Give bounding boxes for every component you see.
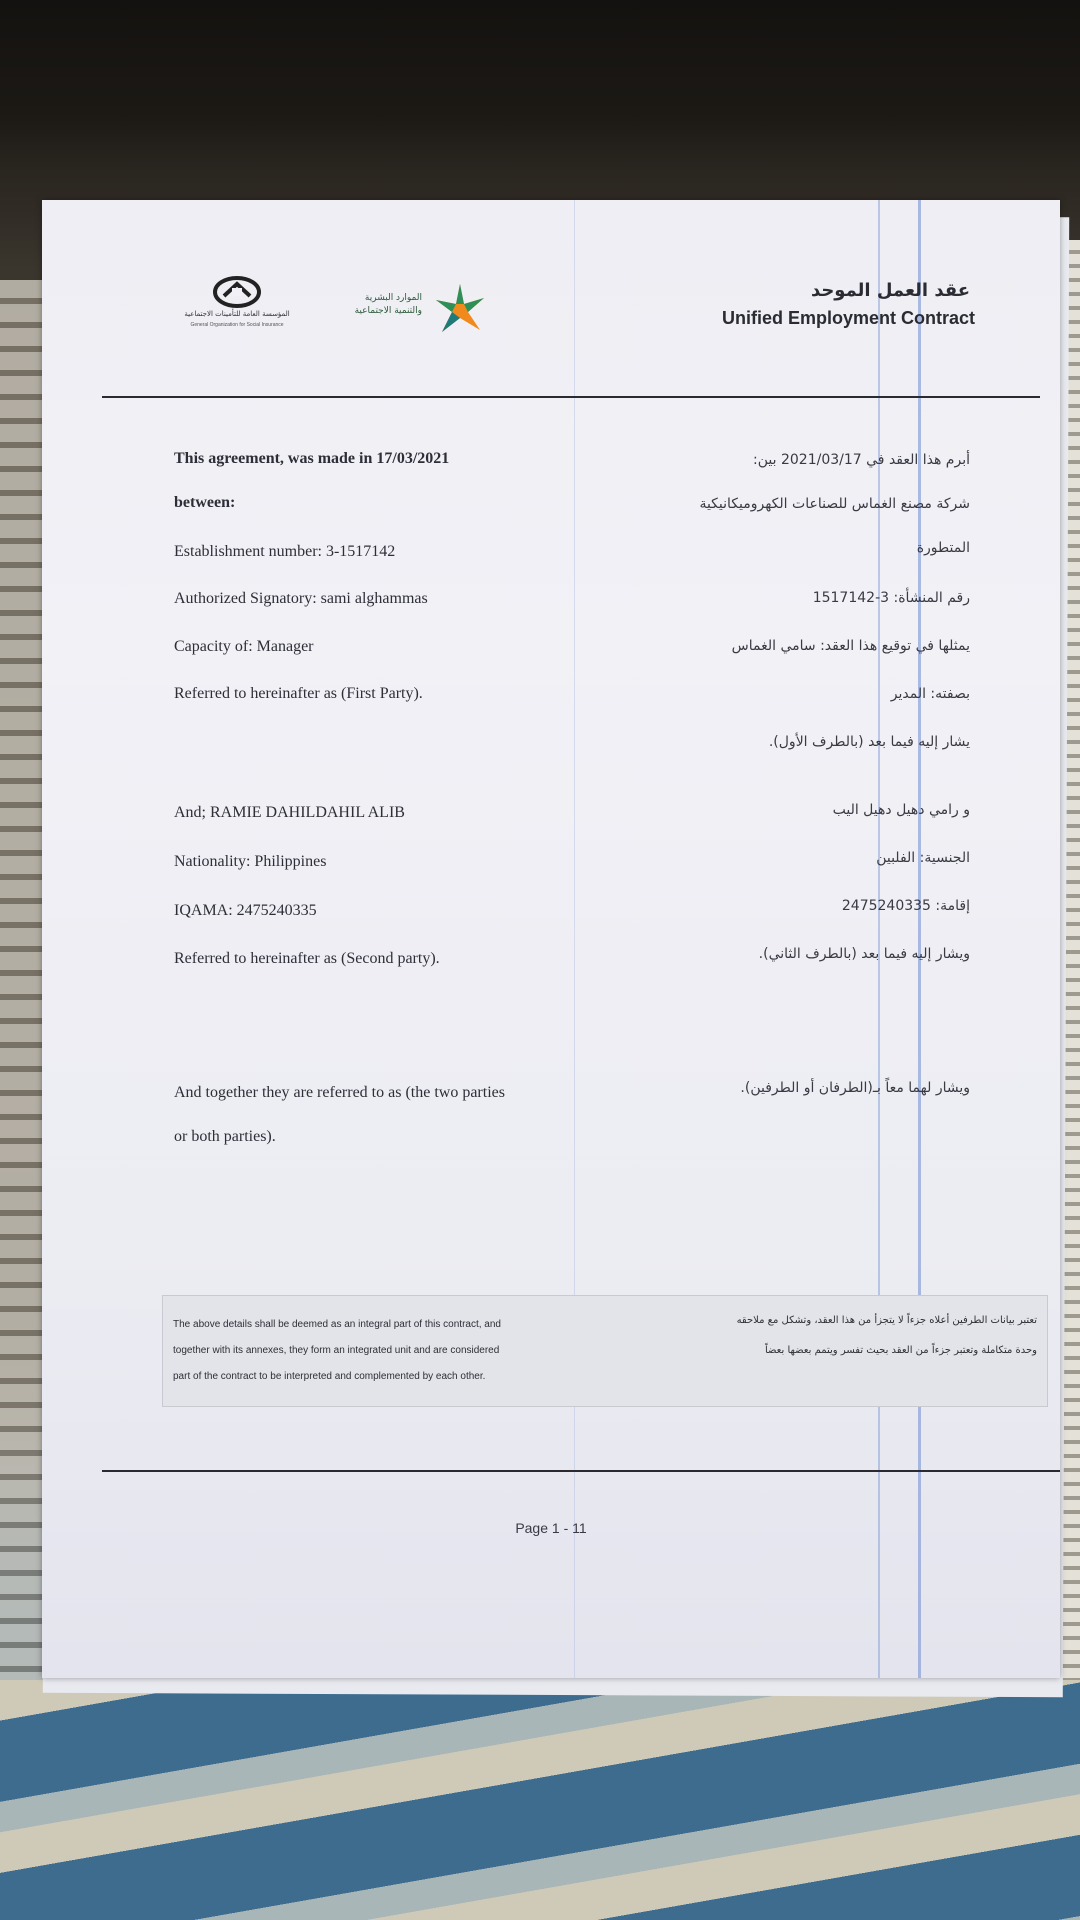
authorized-signatory-en: Authorized Signatory: sami alghammas bbox=[174, 590, 428, 607]
nationality-en: Nationality: Philippines bbox=[174, 853, 327, 870]
fold-line bbox=[878, 200, 880, 1678]
notice-ar-line2: وحدة متكاملة وتعتبر جزءاً من العقد بحيث تفسر ويتمم بعضها بعضاً bbox=[764, 1345, 1037, 1356]
second-party-name-en: And; RAMIE DAHILDAHIL ALIB bbox=[174, 804, 405, 821]
both-parties-en-line2: or both parties). bbox=[174, 1128, 276, 1145]
notice-en-line2: together with its annexes, they form an integrated unit and are considered bbox=[173, 1345, 500, 1356]
company-name-ar-line2: المتطورة bbox=[916, 540, 970, 556]
second-party-ref-en: Referred to hereinafter as (Second party). bbox=[174, 950, 440, 967]
background-cloth-bottom bbox=[0, 1680, 1080, 1920]
capacity-ar: بصفته: المدير bbox=[890, 686, 970, 702]
second-party-ref-ar: ويشار إليه فيما بعد (بالطرف الثاني). bbox=[758, 946, 970, 962]
notice-text-ar bbox=[597, 1306, 1037, 1366]
contract-page bbox=[42, 200, 1060, 1678]
both-parties-en-line1: And together they are referred to as (the two parties bbox=[174, 1084, 505, 1101]
between-label-en: between: bbox=[174, 494, 236, 511]
nationality-ar: الجنسية: الفلبين bbox=[876, 850, 970, 866]
agreement-date-en: This agreement, was made in 17/03/2021 bbox=[174, 450, 450, 467]
fold-line bbox=[918, 200, 921, 1678]
authorized-signatory-ar: يمثلها في توقيع هذا العقد: سامي الغماس bbox=[731, 638, 970, 654]
both-parties-ar: ويشار لهما معاً بـ(الطرفان أو الطرفين). bbox=[740, 1080, 970, 1096]
capacity-en: Capacity of: Manager bbox=[174, 638, 314, 655]
gosi-logo bbox=[152, 270, 322, 350]
page-header bbox=[42, 200, 1060, 395]
company-name-ar-line1: شركة مصنع الغماس للصناعات الكهروميكانيكية bbox=[699, 496, 970, 512]
hrsd-logo-text-line1: الموارد البشرية bbox=[364, 293, 422, 303]
fold-line bbox=[574, 200, 575, 1678]
footer-divider bbox=[102, 1470, 1060, 1472]
page-number: Page 1 - 11 bbox=[515, 1520, 587, 1536]
establishment-number-ar: رقم المنشأة: 3-1517142 bbox=[812, 590, 970, 606]
star-emblem-icon bbox=[430, 280, 490, 340]
notice-en-line1: The above details shall be deemed as an integral part of this contract, and bbox=[173, 1319, 501, 1330]
contract-title-ar: عقد العمل الموحد bbox=[810, 280, 970, 301]
establishment-number-en: Establishment number: 3-1517142 bbox=[174, 543, 396, 560]
iqama-ar: إقامة: 2475240335 bbox=[841, 898, 970, 914]
gosi-logo-text-ar: المؤسسة العامة للتأمينات الاجتماعية bbox=[184, 310, 290, 318]
notice-ar-line1: تعتبر بيانات الطرفين أعلاه جزءاً لا يتجزأ من هذا العقد، وتشكل مع ملاحقه bbox=[736, 1315, 1037, 1326]
hrsd-logo-text-line2: والتنمية الاجتماعية bbox=[354, 306, 422, 316]
first-party-ref-ar: يشار إليه فيما بعد (بالطرف الأول). bbox=[768, 734, 970, 750]
iqama-en: IQAMA: 2475240335 bbox=[174, 902, 317, 919]
gosi-logo-text-en: General Organization for Social Insurance bbox=[190, 322, 284, 328]
agreement-date-ar: أبرم هذا العقد في 2021/03/17 بين: bbox=[753, 452, 970, 468]
notice-en-line3: part of the contract to be interpreted and complemented by each other. bbox=[173, 1371, 486, 1382]
notice-text-en bbox=[173, 1312, 583, 1390]
contract-title-en: Unified Employment Contract bbox=[721, 308, 975, 328]
header-divider bbox=[102, 396, 1040, 398]
integral-part-notice bbox=[162, 1295, 1048, 1407]
first-party-ref-en: Referred to hereinafter as (First Party). bbox=[174, 685, 423, 702]
second-party-name-ar: و رامي دهيل دهيل اليب bbox=[832, 802, 970, 818]
hrsd-logo bbox=[312, 280, 552, 350]
